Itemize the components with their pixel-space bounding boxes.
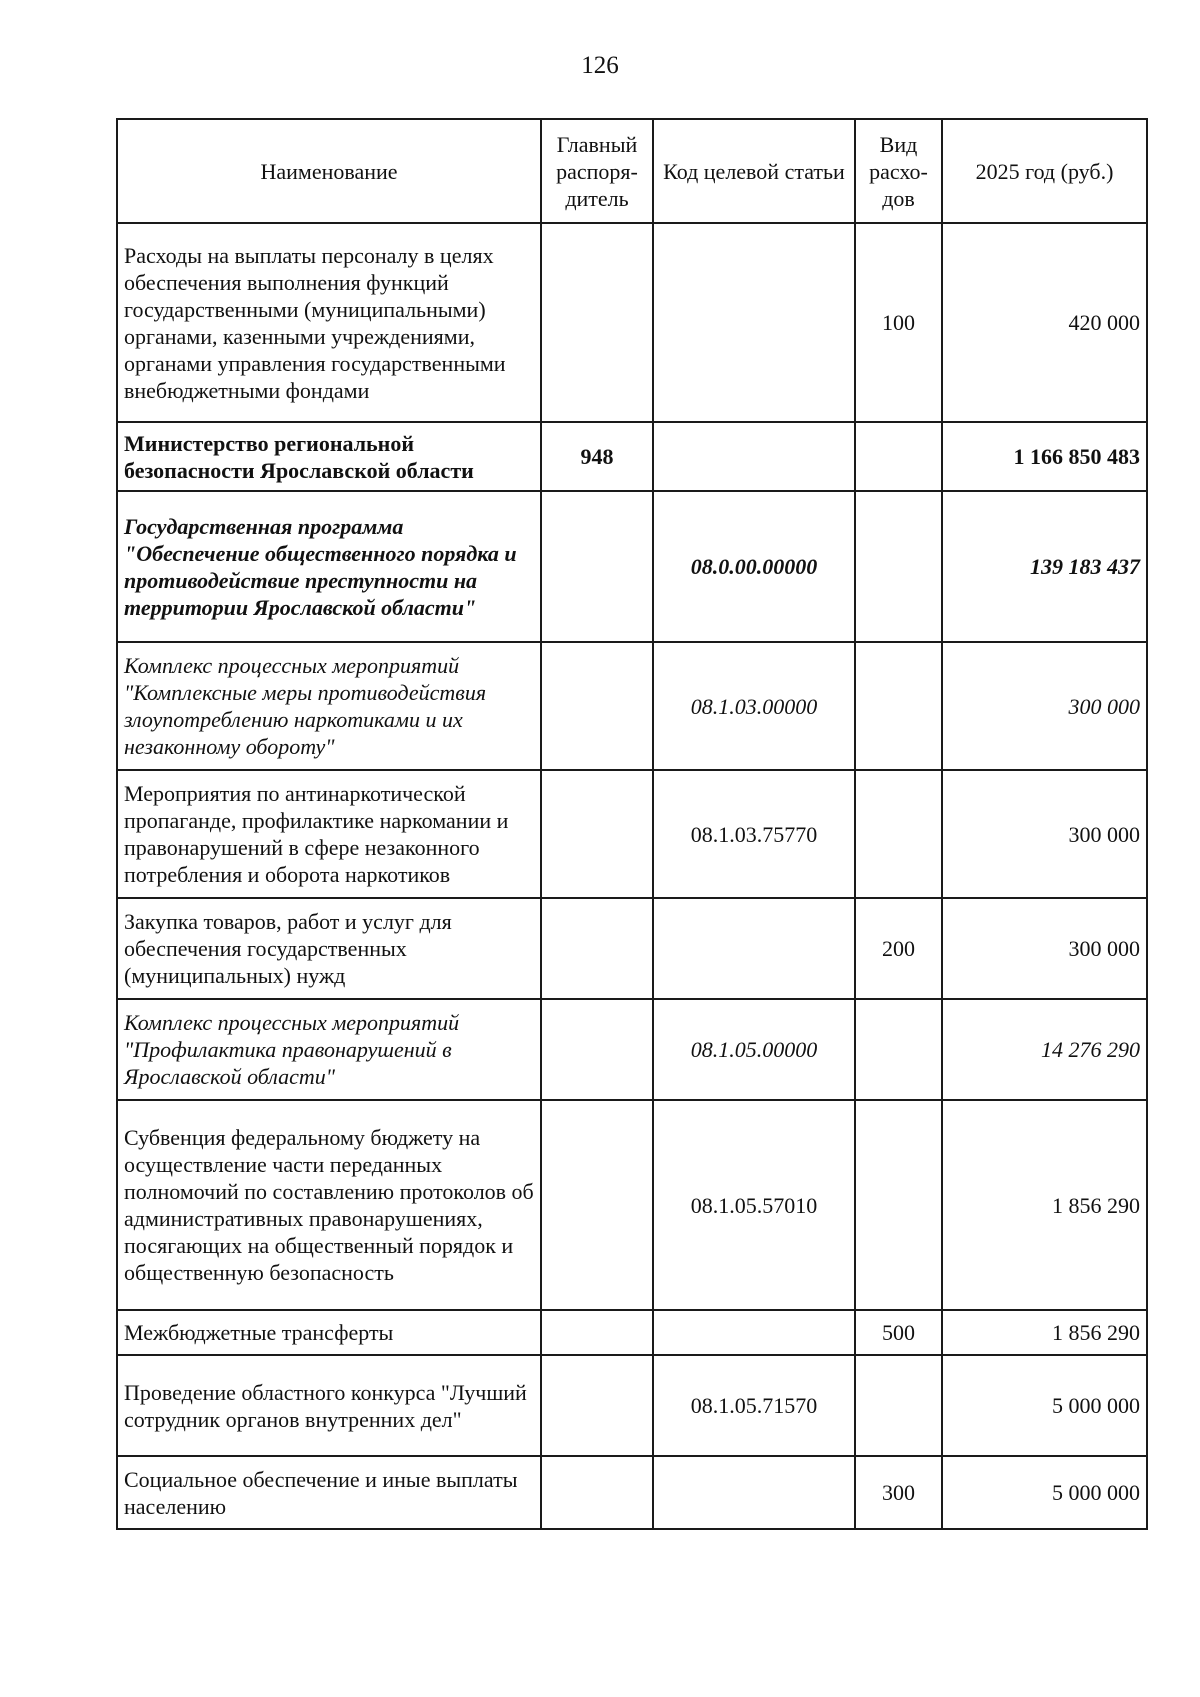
- row-target-code: 08.1.03.75770: [653, 770, 855, 898]
- table-row: [117, 1100, 1147, 1310]
- row-expense-type: [855, 770, 942, 898]
- row-amount: 300 000: [942, 642, 1147, 770]
- row-expense-type: [855, 642, 942, 770]
- row-target-code: [653, 1310, 855, 1355]
- row-expense-type: [855, 1355, 942, 1456]
- row-expense-type: [855, 999, 942, 1100]
- row-name: Социальное обеспечение и иные выплаты населению: [117, 1456, 541, 1529]
- table-row: [117, 1456, 1147, 1529]
- row-expense-type: 500: [855, 1310, 942, 1355]
- row-target-code: 08.1.05.57010: [653, 1100, 855, 1310]
- row-expense-type: [855, 491, 942, 642]
- row-chief-manager: [541, 1355, 653, 1456]
- header-amount-2025: 2025 год (руб.): [942, 119, 1147, 223]
- row-amount: 5 000 000: [942, 1355, 1147, 1456]
- row-amount: 300 000: [942, 770, 1147, 898]
- row-target-code: [653, 1456, 855, 1529]
- table-row: [117, 898, 1147, 999]
- row-expense-type: 300: [855, 1456, 942, 1529]
- row-target-code: 08.1.03.00000: [653, 642, 855, 770]
- row-chief-manager: [541, 491, 653, 642]
- row-name: Министерство региональной безопасности Ярославской области: [117, 422, 541, 491]
- row-chief-manager: [541, 1310, 653, 1355]
- header-row: [117, 119, 1147, 223]
- row-name: Расходы на выплаты персоналу в целях обеспечения выполнения функций государственными (муниципальными) органами, казенными учреждениями, органами управления государственными внебюджетными фондами: [117, 223, 541, 422]
- row-amount: 1 166 850 483: [942, 422, 1147, 491]
- row-chief-manager: 948: [541, 422, 653, 491]
- row-chief-manager: [541, 898, 653, 999]
- row-expense-type: [855, 422, 942, 491]
- table-row: [117, 491, 1147, 642]
- table-row: [117, 1355, 1147, 1456]
- row-target-code: [653, 223, 855, 422]
- row-expense-type: [855, 1100, 942, 1310]
- row-name: Межбюджетные трансферты: [117, 1310, 541, 1355]
- row-expense-type: 200: [855, 898, 942, 999]
- row-amount: 1 856 290: [942, 1100, 1147, 1310]
- row-name: Государственная программа "Обеспечение общественного порядка и противодействие преступности на территории Ярославской области": [117, 491, 541, 642]
- page-number: 126: [581, 52, 619, 79]
- row-amount: 1 856 290: [942, 1310, 1147, 1355]
- row-name: Комплекс процессных мероприятий "Профилактика правонарушений в Ярославской области": [117, 999, 541, 1100]
- table-row: [117, 1310, 1147, 1355]
- row-name: Субвенция федеральному бюджету на осуществление части переданных полномочий по составлению протоколов об административных правонарушениях, посягающих на общественный порядок и общественную безопасность: [117, 1100, 541, 1310]
- row-name: Комплекс процессных мероприятий "Комплексные меры противодействия злоупотреблению наркотиками и их незаконному обороту": [117, 642, 541, 770]
- row-target-code: [653, 422, 855, 491]
- row-name: Проведение областного конкурса "Лучший сотрудник органов внутренних дел": [117, 1355, 541, 1456]
- row-amount: 420 000: [942, 223, 1147, 422]
- row-target-code: 08.1.05.00000: [653, 999, 855, 1100]
- row-amount: 14 276 290: [942, 999, 1147, 1100]
- row-chief-manager: [541, 1456, 653, 1529]
- row-chief-manager: [541, 770, 653, 898]
- row-chief-manager: [541, 642, 653, 770]
- row-chief-manager: [541, 1100, 653, 1310]
- row-chief-manager: [541, 223, 653, 422]
- row-target-code: [653, 898, 855, 999]
- row-name: Закупка товаров, работ и услуг для обеспечения государственных (муниципальных) нужд: [117, 898, 541, 999]
- table-row: [117, 642, 1147, 770]
- table-row: [117, 999, 1147, 1100]
- row-chief-manager: [541, 999, 653, 1100]
- table-row: [117, 223, 1147, 422]
- row-expense-type: 100: [855, 223, 942, 422]
- header-target-code: Код целевой статьи: [653, 119, 855, 223]
- table-row: [117, 422, 1147, 491]
- row-target-code: 08.1.05.71570: [653, 1355, 855, 1456]
- row-amount: 139 183 437: [942, 491, 1147, 642]
- row-target-code: 08.0.00.00000: [653, 491, 855, 642]
- row-amount: 5 000 000: [942, 1456, 1147, 1529]
- header-chief-manager: Главный распоря-дитель: [541, 119, 653, 223]
- header-expense-type: Вид расхо-дов: [855, 119, 942, 223]
- table-row: [117, 770, 1147, 898]
- header-name: Наименование: [117, 119, 541, 223]
- row-amount: 300 000: [942, 898, 1147, 999]
- budget-table: [116, 118, 1148, 1530]
- row-name: Мероприятия по антинаркотической пропаганде, профилактике наркомании и правонарушений в сфере незаконного потребления и оборота наркотиков: [117, 770, 541, 898]
